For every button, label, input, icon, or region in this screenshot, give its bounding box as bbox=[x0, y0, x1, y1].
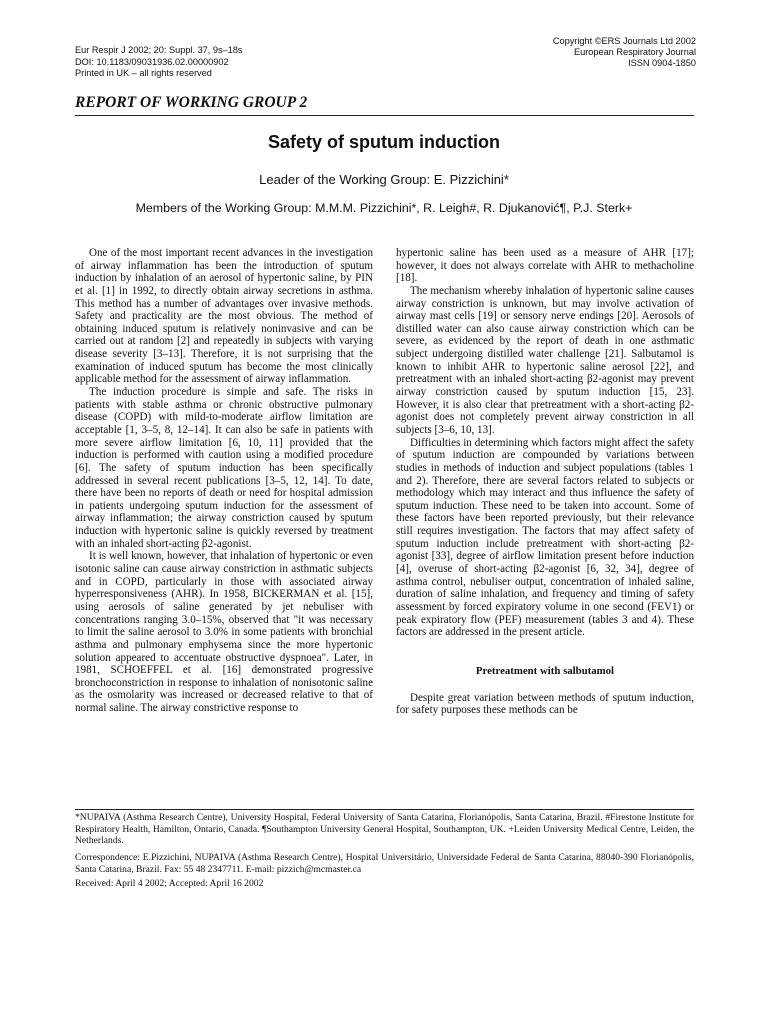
paragraph: Despite great variation between methods of sputum induction, for safety purposes these methods can be bbox=[396, 691, 694, 717]
copyright-block bbox=[446, 36, 696, 69]
copyright: Copyright ©ERS Journals Ltd 2002 bbox=[552, 36, 696, 46]
article-title: Safety of sputum induction bbox=[268, 132, 500, 152]
report-heading: REPORT OF WORKING GROUP 2 bbox=[75, 94, 308, 111]
footnote-rule bbox=[75, 809, 694, 810]
doi: DOI: 10.1183/09031936.02.00000902 bbox=[75, 56, 229, 67]
journal-name: European Respiratory Journal bbox=[573, 47, 696, 57]
affiliations-footnote bbox=[75, 812, 694, 847]
paragraph: One of the most important recent advances in the investigation of airway inflammation has been the introduction of sputum induction by inhalation of an aerosol of hypertonic saline, by PIN et al. [1] in 1992, to directly obtain airway secretions in asthma. This method has a number of advantages over invasive methods. Safety and practicality are the most obvious. The method of obtaining induced sputum is relatively noninvasive and can be carried out at random [2] and repeatedly in subjects with varying disease severity [3–13]. Therefore, it is not surprising that the examination of induced sputum has become the most clinically applicable method for the assessment of airway inflammation. bbox=[75, 247, 373, 386]
right-column bbox=[396, 247, 694, 717]
printed-note: Printed in UK – all rights reserved bbox=[75, 68, 212, 78]
affiliations: *NUPAIVA (Asthma Research Centre), University Hospital, Federal University of Santa Catarina, Florianópolis, Santa Catarina, Brazil. #Firestone Institute for Respiratory Health, Hamilton, Ontario, Canada. ¶Southampton University General Hospital, Southampton, UK. +Leiden University Medical Centre, Leiden, the Netherlands. bbox=[75, 812, 694, 847]
paragraph: The induction procedure is simple and safe. The risks in patients with stable asthma or chronic obstructive pulmonary disease (COPD) with mild-to-moderate airflow limitation are acceptable [1, 3–5, 8, 12–14]. It can also be safe in patients with more severe airflow limitation [6, 10, 11] provided that the induction is performed with caution using a modified procedure [6]. The safety of sputum induction has been specifically addressed in several recent publications [3–5, 12, 14]. To date, there have been no reports of death or need for hospital admission in patients undergoing sputum induction for the assessment of airway inflammation; the airway constriction caused by sputum induction with hypertonic saline is quickly reversed by treatment with an inhaled short-acting β2-agonist. bbox=[75, 386, 373, 550]
group-leader: Leader of the Working Group: E. Pizzichini* bbox=[259, 172, 509, 187]
paragraph: The mechanism whereby inhalation of hypertonic saline causes airway constriction is unknown, but may involve activation of airway mast cells [19] or sensory nerve endings [20]. Aerosols of distilled water can also cause airway constriction which can be severe, as evidenced by the report of death in one asthmatic subject undergoing distilled water challenge [21]. Salbutamol is known to inhibit AHR to hypertonic saline aerosol [22], and pretreatment with an inhaled short-acting β2-agonist may prevent airway constriction caused by sputum induction [15, 23]. However, it is also clear that pretreatment with a short-acting β2-agonist does not completely prevent airway constriction in all subjects [3–6, 10, 13]. bbox=[396, 284, 694, 436]
received-dates: Received: April 4 2002; Accepted: April 16 2002 bbox=[75, 878, 264, 889]
received-footnote bbox=[75, 878, 694, 890]
paragraph: Difficulties in determining which factors might affect the safety of sputum induction are compounded by variations between studies in methods of induction and subject populations (tables 1 and 2). Therefore, there are several factors related to subjects or methodology which may interact and thus influence the safety of sputum induction. These need to be taken into account. Some of these factors have been reported previously, but their relevance still requires investigation. The factors that may affect safety of sputum induction include pretreatment with short-acting β2-agonist [33], degree of airflow limitation present before induction [4], overuse of short-acting β2-agonist [6, 32, 34], degree of asthma control, nebuliser output, concentration of inhaled saline, duration of saline inhalation, and frequency and timing of safety assessment by forced expiratory volume in one second (FEV1) or peak expiratory flow (PEF) measurement (tables 3 and 4). These factors are addressed in the present article. bbox=[396, 436, 694, 639]
correspondence-footnote bbox=[75, 852, 694, 875]
left-column bbox=[75, 247, 373, 715]
group-members: Members of the Working Group: M.M.M. Pizzichini*, R. Leigh#, R. Djukanović¶, P.J. Sterk+ bbox=[135, 201, 633, 215]
issn: ISSN 0904-1850 bbox=[628, 58, 696, 68]
paragraph: hypertonic saline has been used as a measure of AHR [17]; however, it does not always correlate with AHR to methacholine [18]. bbox=[396, 247, 694, 285]
heading-rule bbox=[75, 115, 694, 116]
journal-reference: Eur Respir J 2002; 20: Suppl. 37, 9s–18s bbox=[75, 45, 243, 55]
correspondence: Correspondence: E.Pizzichini, NUPAIVA (Asthma Research Centre), Hospital Universitário, Universidade Federal de Santa Catarina, 88040-390 Florianópolis, Santa Catarina, Brazil. Fax: 55 48 2347711. E-mail: pizzich@mcmaster.ca bbox=[75, 852, 694, 875]
paragraph: It is well known, however, that inhalation of hypertonic or even isotonic saline can cause airway constriction in asthmatic subjects and in COPD, particularly in those with associated airway hyperresponsiveness (AHR). In 1958, BICKERMAN et al. [15], using aerosols of saline generated by jet nebuliser with concentrations ranging 3.0–15%, observed that "it was necessary to limit the saline aerosol to 3.0% in some patients with bronchial asthma and pulmonary emphysema since the more hypertonic solution appeared to accentuate obstructive dyspnoea". Later, in 1981, SCHOEFFEL et al. [16] demonstrated progressive bronchoconstriction in response to inhalation of nonisotonic saline as the osmolarity was increased or decreased relative to that of normal saline. The airway constrictive response to bbox=[75, 550, 373, 715]
citation-block bbox=[75, 45, 395, 80]
section-heading: Pretreatment with salbutamol bbox=[475, 664, 615, 677]
